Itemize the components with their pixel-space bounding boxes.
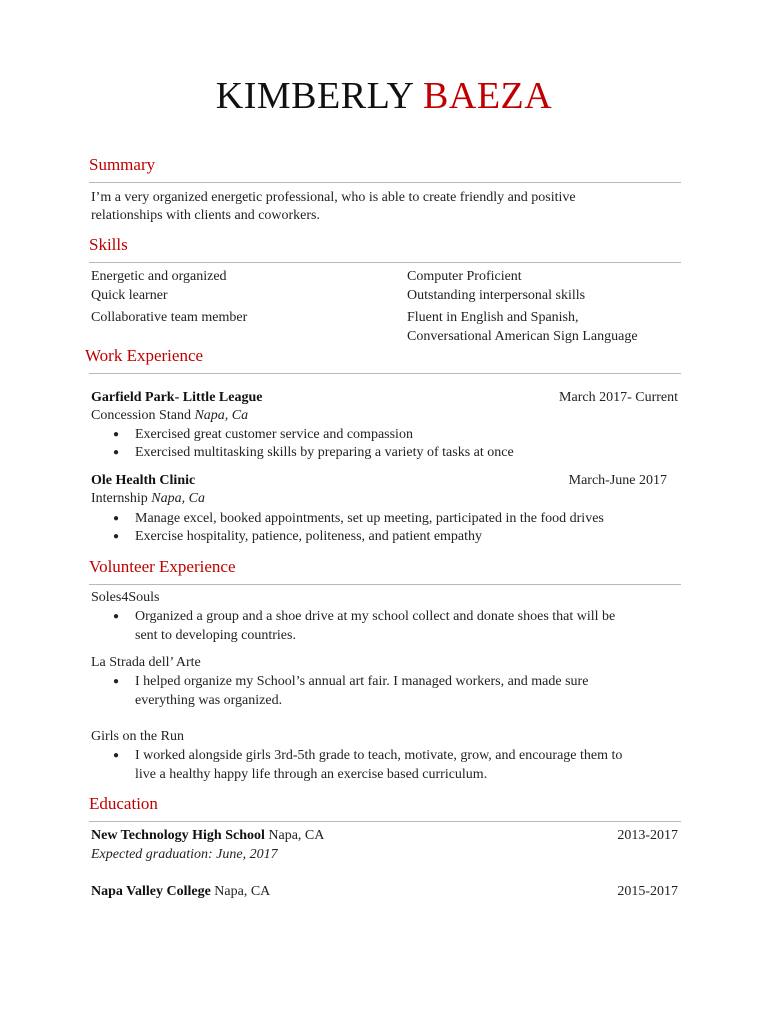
bullet-text: Organized a group and a shoe drive at my school collect and donate shoes that will be [135, 609, 616, 624]
summary-divider [89, 182, 681, 183]
bullet-text: Exercised multitasking skills by preparing a variety of tasks at once [135, 445, 514, 460]
bullet-item [0, 426, 768, 444]
job-location: Napa, Ca [194, 408, 249, 423]
bullet-item [0, 510, 768, 528]
school-name: Napa Valley College [91, 884, 211, 899]
bullet-item [0, 627, 768, 645]
bullet-item [0, 608, 768, 626]
job-dates: March 2017- Current [559, 390, 678, 405]
job-dates: March-June 2017 [568, 473, 667, 488]
skill-item: Quick learner [91, 288, 168, 303]
bullet-text: live a healthy happy life through an exercise based curriculum. [135, 767, 488, 782]
work-heading: Work Experience [85, 346, 204, 365]
last-name: BAEZA [423, 75, 553, 117]
education-divider [89, 821, 681, 822]
summary-line: relationships with clients and coworkers. [91, 208, 321, 223]
first-name: KIMBERLY [215, 75, 414, 117]
school-name: New Technology High School [91, 828, 265, 843]
volunteer-divider [89, 584, 681, 585]
bullet-icon: ● [113, 429, 120, 440]
volunteer-org: La Strada dell’ Arte [91, 655, 201, 670]
job-role-line [91, 490, 205, 508]
bullet-item [0, 747, 768, 765]
work-divider [89, 373, 681, 374]
skill-item: Conversational American Sign Language [407, 329, 638, 344]
bullet-text: sent to developing countries. [135, 628, 296, 643]
job-role: Internship [91, 491, 148, 506]
bullet-item [0, 528, 768, 546]
bullet-item [0, 766, 768, 784]
school-location: Napa, CA [268, 828, 325, 843]
summary-heading: Summary [89, 155, 156, 174]
skill-item: Computer Proficient [407, 269, 522, 284]
school-note: Expected graduation: June, 2017 [91, 847, 278, 862]
bullet-icon: ● [113, 676, 120, 687]
bullet-item [0, 692, 768, 710]
bullet-icon: ● [113, 447, 120, 458]
bullet-text: everything was organized. [135, 693, 283, 708]
bullet-text: I worked alongside girls 3rd-5th grade to teach, motivate, grow, and encourage them to [135, 748, 623, 763]
school-dates: 2015-2017 [617, 884, 678, 899]
skill-item: Outstanding interpersonal skills [407, 288, 586, 303]
job-org: Ole Health Clinic [91, 473, 196, 488]
bullet-icon: ● [113, 750, 120, 761]
volunteer-heading: Volunteer Experience [89, 557, 236, 576]
bullet-icon: ● [113, 513, 120, 524]
bullet-item [0, 673, 768, 691]
volunteer-org: Girls on the Run [91, 729, 184, 744]
summary-line: I’m a very organized energetic professional, who is able to create friendly and positive [91, 190, 576, 205]
bullet-text: Exercised great customer service and compassion [135, 427, 413, 442]
job-role-line [91, 407, 248, 425]
skill-item: Collaborative team member [91, 310, 248, 325]
education-heading: Education [89, 794, 158, 813]
bullet-icon: ● [113, 611, 120, 622]
job-role: Concession Stand [91, 408, 191, 423]
volunteer-org: Soles4Souls [91, 590, 160, 605]
bullet-item [0, 444, 768, 462]
skill-item: Fluent in English and Spanish, [407, 310, 579, 325]
resume-name [0, 72, 768, 120]
bullet-text: I helped organize my School’s annual art fair. I managed workers, and made sure [135, 674, 589, 689]
school-dates: 2013-2017 [617, 828, 678, 843]
school-line [91, 827, 324, 845]
bullet-text: Exercise hospitality, patience, politeness, and patient empathy [135, 529, 483, 544]
school-line [91, 883, 270, 901]
job-location: Napa, Ca [151, 491, 205, 506]
skills-heading: Skills [89, 235, 128, 254]
school-location: Napa, CA [214, 884, 271, 899]
job-org: Garfield Park- Little League [91, 390, 263, 405]
bullet-text: Manage excel, booked appointments, set up meeting, participated in the food drives [135, 511, 604, 526]
bullet-icon: ● [113, 531, 120, 542]
skill-item: Energetic and organized [91, 269, 227, 284]
skills-divider [89, 262, 681, 263]
